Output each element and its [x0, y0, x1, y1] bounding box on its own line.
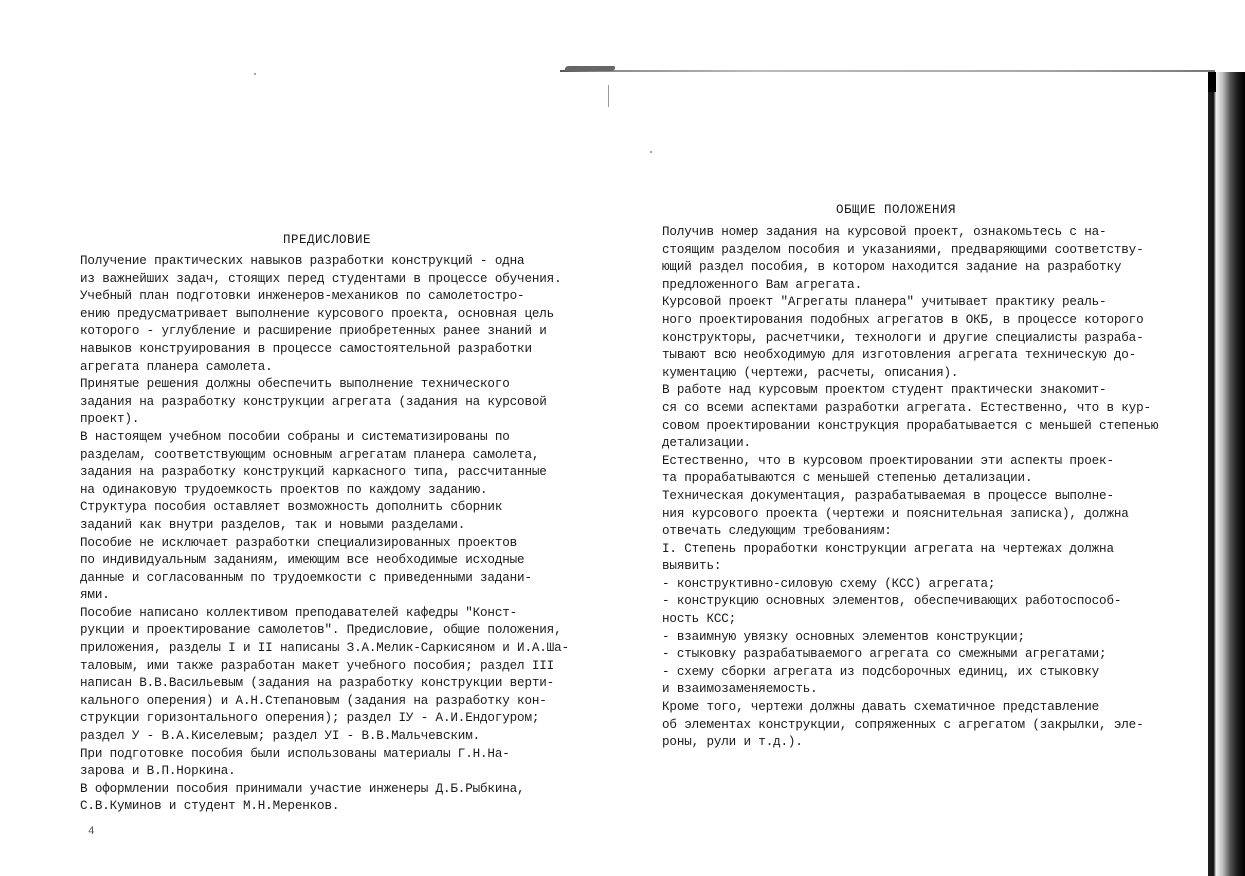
- text-line: кументацию (чертежи, расчеты, описания).: [662, 365, 959, 380]
- text-line: отвечать следующим требованиям:: [662, 524, 892, 539]
- left-page-heading: ПРЕДИСЛОВИЕ: [283, 233, 372, 247]
- text-line: ся со всеми аспектами разработки агрегата. Естественно, что в кур-: [662, 400, 1151, 415]
- text-line: При подготовке пособия были использованы материалы Г.Н.На-: [80, 746, 510, 761]
- text-line: на одинаковую трудоемкость проектов по каждому заданию.: [80, 482, 488, 497]
- text-line: - схему сборки агрегата из подсборочных единиц, их стыковку: [662, 664, 1100, 679]
- text-line: конструкторы, расчетчики, технологи и другие специалисты разраба-: [662, 330, 1144, 345]
- text-line: - стыковку разрабатываемого агрегата со смежными агрегатами;: [662, 647, 1107, 662]
- page-number: 4: [88, 826, 95, 838]
- text-line: Пособие написано коллективом преподавателей кафедры "Конст-: [80, 605, 518, 620]
- text-line: зарова и В.П.Норкина.: [80, 764, 236, 779]
- text-line: В оформлении пособия принимали участие инженеры Д.Б.Рыбкина,: [80, 781, 525, 796]
- text-line: роны, рули и т.д.).: [662, 735, 803, 750]
- text-line: приложения, разделы I и II написаны З.А.Мелик-Саркисяном и И.А.Ша-: [80, 641, 569, 656]
- text-line: выявить:: [662, 559, 722, 574]
- right-page-body: [662, 224, 1158, 752]
- text-line: данные и согласованным по трудоемкости с приведенными задани-: [80, 570, 532, 585]
- text-line: В работе над курсовым проектом студент практически знакомит-: [662, 383, 1107, 398]
- text-line: и взаимозаменяемость.: [662, 682, 818, 697]
- right-page: [620, 0, 1220, 876]
- text-line: Получив номер задания на курсовой проект, ознакомьтесь с на-: [662, 225, 1107, 239]
- text-line: С.В.Куминов и студент М.Н.Меренков.: [80, 799, 340, 814]
- text-line: Курсовой проект "Агрегаты планера" учитывает практику реаль-: [662, 295, 1107, 310]
- text-line: заданий как внутри разделов, так и новыми разделами.: [80, 517, 466, 532]
- text-line: навыков конструирования в процессе самостоятельной разработки: [80, 341, 532, 356]
- scan-right-edge-top: [1208, 72, 1216, 92]
- text-line: по индивидуальным заданиям, имеющим все необходимые исходные: [80, 553, 525, 568]
- text-line: Техническая документация, разрабатываемая в процессе выполне-: [662, 488, 1114, 503]
- text-line: Естественно, что в курсовом проектировании эти аспекты проек-: [662, 453, 1114, 468]
- text-line: предложенного Вам агрегата.: [662, 277, 863, 292]
- text-line: задания на разработку конструкций каркасного типа, рассчитанные: [80, 465, 547, 480]
- text-line: которого - углубление и расширение приобретенных ранее знаний и: [80, 324, 547, 339]
- text-line: ния курсового проекта (чертежи и пояснительная записка), должна: [662, 506, 1129, 521]
- text-line: ению предусматривает выполнение курсового проекта, основная цель: [80, 306, 555, 321]
- text-line: Получение практических навыков разработки конструкций - одна: [80, 254, 525, 268]
- scan-right-edge: [1208, 72, 1245, 876]
- text-line: В настоящем учебном пособии собраны и систематизированы по: [80, 429, 510, 444]
- text-line: из важнейших задач, стоящих перед студентами в процессе обучения.: [80, 271, 562, 286]
- text-line: Принятые решения должны обеспечить выполнение технического: [80, 377, 510, 392]
- text-line: тывают всю необходимую для изготовления агрегата техническую до-: [662, 348, 1137, 363]
- text-line: кального оперения) и А.Н.Степановым (задания на разработку кон-: [80, 693, 547, 708]
- text-line: - конструкцию основных элементов, обеспечивающих работоспособ-: [662, 594, 1122, 609]
- text-line: струкции горизонтального оперения); раздел IУ - А.И.Ендогуром;: [80, 711, 540, 726]
- text-line: таловым, ими также разработан макет учебного пособия; раздел III: [80, 658, 555, 673]
- text-line: агрегата планера самолета.: [80, 359, 273, 374]
- left-page: [60, 0, 620, 876]
- text-line: задания на разработку конструкции агрегата (задания на курсовой: [80, 394, 547, 409]
- text-line: ность КСС;: [662, 612, 737, 627]
- text-line: Структура пособия оставляет возможность дополнить сборник: [80, 500, 503, 515]
- text-line: - конструктивно-силовую схему (КСС) агрегата;: [662, 576, 996, 591]
- right-page-heading: ОБЩИЕ ПОЛОЖЕНИЯ: [836, 203, 957, 217]
- text-line: стоящим разделом пособия и указаниями, предваряющими соответству-: [662, 242, 1144, 257]
- text-line: та прорабатываются с меньшей степенью детализации.: [662, 471, 1033, 486]
- text-line: - взаимную увязку основных элементов конструкции;: [662, 629, 1025, 644]
- text-line: ющий раздел пособия, в котором находится задание на разработку: [662, 260, 1122, 275]
- text-line: раздел У - В.А.Киселевым; раздел УI - В.В.Мальчевским.: [80, 729, 481, 744]
- text-line: ями.: [80, 588, 110, 603]
- text-line: об элементах конструкции, сопряженных с агрегатом (закрылки, эле-: [662, 717, 1144, 732]
- text-line: написан В.В.Васильевым (задания на разработку конструкции верти-: [80, 676, 555, 691]
- text-line: детализации.: [662, 436, 751, 451]
- left-page-body: [80, 253, 569, 816]
- text-line: совом проектировании конструкция прорабатывается с меньшей степенью: [662, 418, 1159, 433]
- text-line: рукции и проектирование самолетов". Предисловие, общие положения,: [80, 623, 562, 638]
- text-line: Кроме того, чертежи должны давать схематичное представление: [662, 700, 1100, 715]
- text-line: разделам, соответствующим основным агрегатам планера самолета,: [80, 447, 540, 462]
- text-line: ного проектирования подобных агрегатов в ОКБ, в процессе которого: [662, 312, 1144, 327]
- text-line: проект).: [80, 412, 140, 427]
- text-line: I. Степень проработки конструкции агрегата на чертежах должна: [662, 541, 1114, 556]
- text-line: Пособие не исключает разработки специализированных проектов: [80, 535, 518, 550]
- text-line: Учебный план подготовки инженеров-механиков по самолетостро-: [80, 289, 525, 304]
